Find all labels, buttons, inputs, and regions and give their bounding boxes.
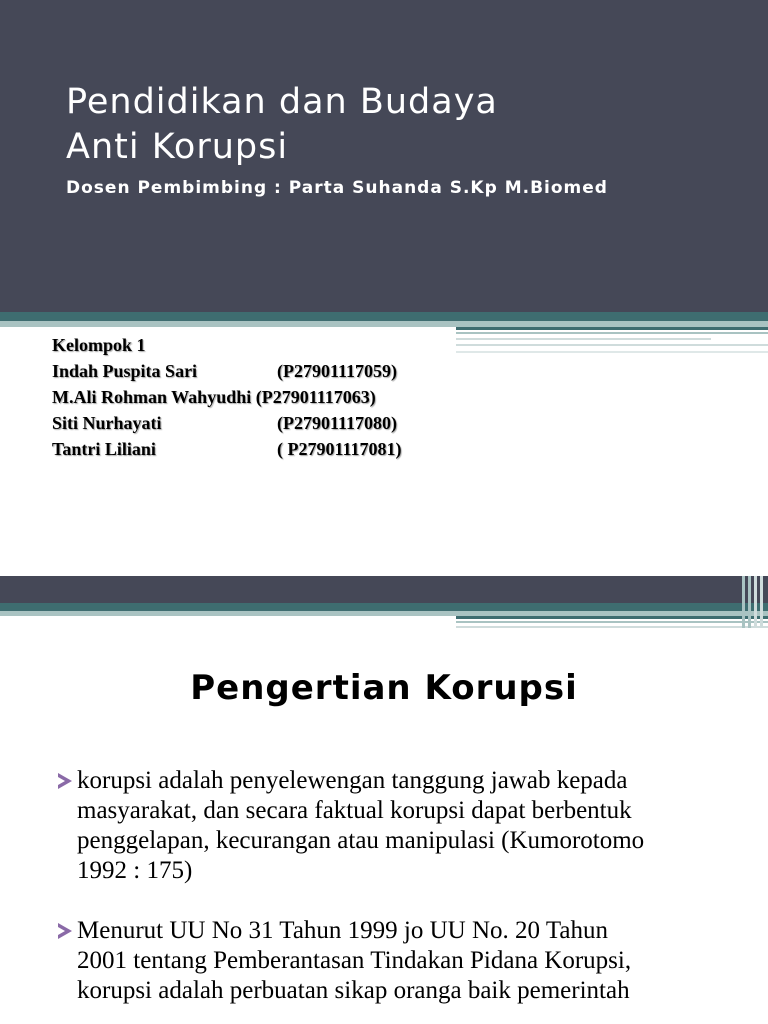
header-stripe [456,616,768,619]
accent-bar [754,576,757,628]
divider-stripe [0,312,768,321]
accent-bar [748,576,751,628]
section-title: Pengertian Korupsi [190,668,578,708]
header-stripe [0,603,768,611]
bullet-line: 2001 tentang Pemberantasan Tindakan Pidana Korupsi, [77,947,632,974]
divider-stripe [456,344,768,346]
slide-title-line-1: Pendidikan dan Budaya [66,82,498,122]
member-row [52,384,402,410]
member-name: Indah Puspita Sari [52,361,198,381]
bullet-line: korupsi adalah penyelewengan tanggung jawab kepada [77,767,628,794]
bullet-list [56,766,736,1024]
slide-title-line-2: Anti Korupsi [66,127,289,167]
group-label: Kelompok 1 [52,335,146,355]
divider-stripe [456,327,768,330]
member-name: M.Ali Rohman Wahyudhi [52,387,256,407]
member-nim: (P27901117059) [277,361,397,381]
accent-bar [760,576,763,628]
divider-stripe [456,351,768,353]
content-slide [0,576,768,1024]
group-members [52,332,402,462]
member-name: Tantri Liliani [52,439,156,459]
member-row [52,410,402,436]
arrow-bullet-icon [58,923,72,939]
bullet-line: penggelapan, kecurangan atau manipulasi (Kumorotomo [77,827,645,854]
member-row [52,436,402,462]
bullet-line: 1992 : 175) [77,857,193,884]
bullet-item [56,766,736,886]
bullet-line: Menurut UU No 31 Tahun 1999 jo UU No. 20 Tahun [77,917,608,944]
header-stripe [0,576,768,603]
slide-subtitle: Dosen Pembimbing : Parta Suhanda S.Kp M.Biomed [66,178,608,198]
arrow-bullet-icon [58,773,72,789]
accent-bar [742,576,745,628]
member-row [52,358,402,384]
bullet-item [56,916,736,1006]
bullet-line: masyarakat, dan secara faktual korupsi dapat berbentuk [77,797,632,824]
header-stripe [456,626,768,628]
divider-stripe [456,338,711,340]
member-nim: (P27901117063) [255,387,376,407]
member-name: Siti Nurhayati [52,413,162,433]
member-nim: ( P27901117081) [277,439,402,459]
member-nim: (P27901117080) [277,413,397,433]
divider-stripe [456,332,768,334]
slide-title [66,80,498,170]
bullet-line: korupsi adalah perbuatan sikap oranga baik pemerintah [77,977,630,1004]
header-stripe [456,621,768,623]
